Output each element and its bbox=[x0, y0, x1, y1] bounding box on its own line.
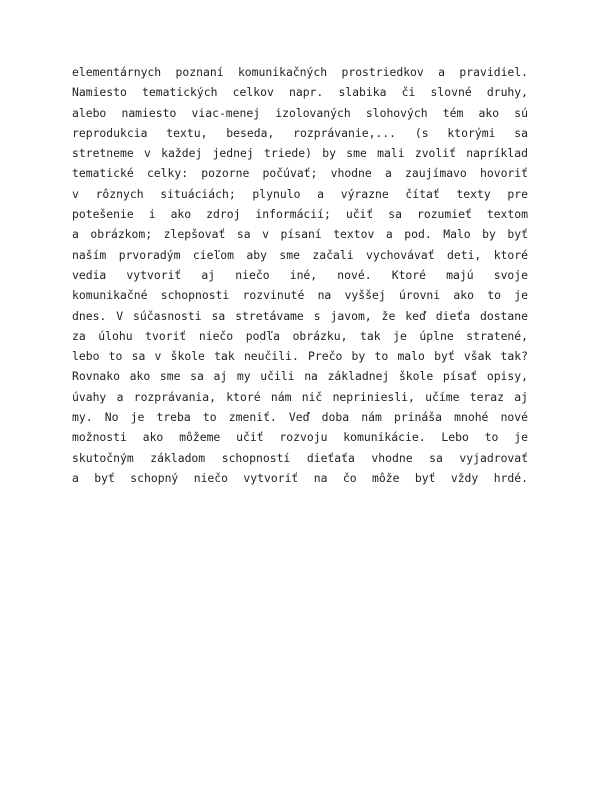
text-line: my. No je treba to zmeniť. Veď doba nám prináša mnohé nové bbox=[72, 410, 528, 425]
text-line: elementárnych poznaní komunikačných prostriedkov a pravidiel. bbox=[72, 65, 528, 79]
body-paragraph bbox=[72, 62, 528, 488]
text-line: dnes. V súčasnosti sa stretávame s javom, že keď dieťa dostane bbox=[72, 308, 528, 323]
text-line: úvahy a rozprávania, ktoré nám nič nepriniesli, učíme teraz aj bbox=[72, 389, 528, 404]
text-line: Namiesto tematických celkov napr. slabika či slovné druhy, bbox=[72, 85, 528, 100]
text-line: alebo namiesto viac-menej izolovaných slohových tém ako sú bbox=[72, 105, 528, 120]
text-line: tematické celky: pozorne počúvať; vhodne a zaujímavo hovoriť bbox=[72, 166, 528, 181]
text-line: skutočným základom schopností dieťaťa vhodne sa vyjadrovať bbox=[72, 450, 528, 465]
text-line: stretneme v každej jednej triede) by sme mali zvoliť napríklad bbox=[72, 146, 528, 161]
text-line: potešenie i ako zdroj informácií; učiť sa rozumieť textom bbox=[72, 207, 528, 222]
text-line: za úlohu tvoriť niečo podľa obrázku, tak je úplne stratené, bbox=[72, 328, 528, 343]
text-line: a obrázkom; zlepšovať sa v písaní textov a pod. Malo by byť bbox=[72, 227, 528, 242]
text-line: naším prvoradým cieľom aby sme začali vychovávať deti, ktoré bbox=[72, 247, 528, 262]
text-line: Rovnako ako sme sa aj my učili na základnej škole písať opisy, bbox=[72, 369, 528, 384]
text-line: komunikačné schopnosti rozvinuté na vyššej úrovni ako to je bbox=[72, 288, 528, 303]
text-line: v rôznych situáciách; plynulo a výrazne čítať texty pre bbox=[72, 186, 528, 201]
text-line: reprodukcia textu, beseda, rozprávanie,... (s ktorými sa bbox=[72, 125, 528, 140]
text-line: lebo to sa v škole tak neučili. Prečo by to malo byť však tak? bbox=[72, 349, 528, 364]
text-line: a byť schopný niečo vytvoriť na čo môže byť vždy hrdé. bbox=[72, 470, 528, 485]
text-line: možnosti ako môžeme učiť rozvoju komunikácie. Lebo to je bbox=[72, 430, 528, 445]
text-line: vedia vytvoriť aj niečo iné, nové. Ktoré majú svoje bbox=[72, 267, 528, 282]
